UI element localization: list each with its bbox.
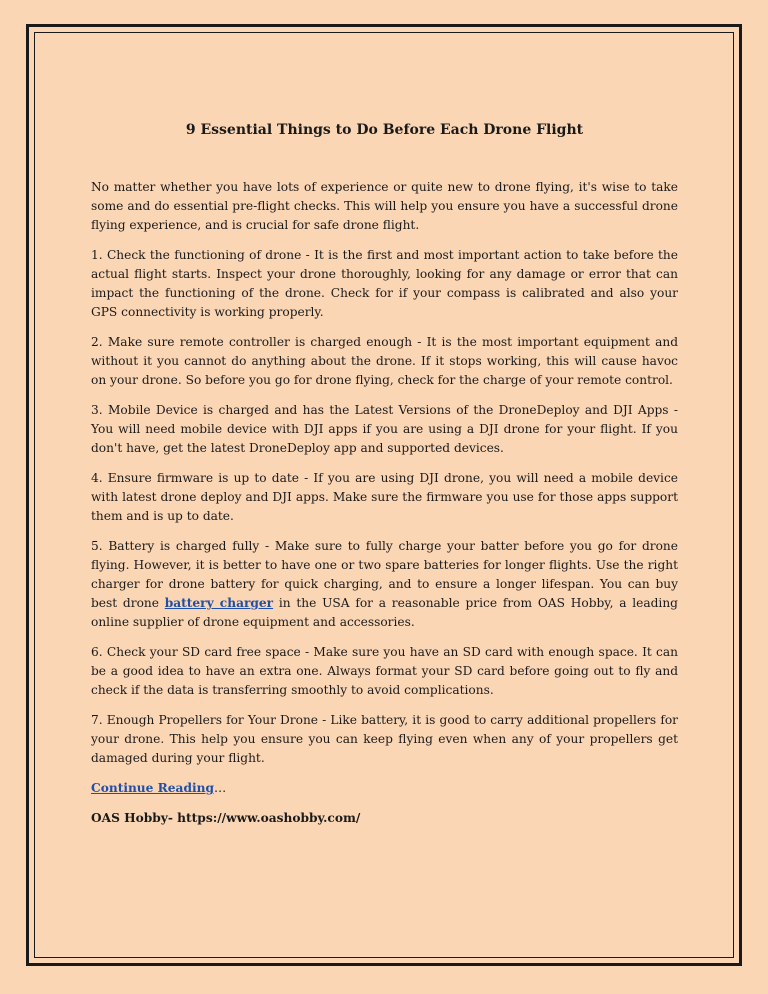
tip-3: 3. Mobile Device is charged and has the Latest Versions of the DroneDeploy and DJI Apps - You will need mobile device with DJI apps if you are using a DJI drone for your flight. If you don't have, get the latest DroneDeploy app and supported devices. — [91, 403, 678, 455]
battery-charger-link[interactable]: battery charger — [164, 596, 274, 610]
continue-reading-link[interactable]: Continue Reading — [91, 781, 214, 795]
tip-5-text-after: in the USA for a reasonable price from OAS Hobby, a leading online supplier of drone equipment and accessories. — [91, 596, 678, 629]
tip-1: 1. Check the functioning of drone - It is the first and most important action to take before the actual flight starts. Inspect your drone thoroughly, looking for any damage or error that can impact the functioning of the drone. Check for if your compass is calibrated and also your GPS connectivity is working properly. — [91, 248, 678, 319]
tip-5 — [91, 537, 678, 632]
document-title: 9 Essential Things to Do Before Each Drone Flight — [185, 122, 584, 138]
tip-5-text-before: 5. Battery is charged fully - Make sure to fully charge your batter before you go for drone flying. However, it is better to have one or two spare batteries for longer flights. Use the right charger for drone battery for quick charging, and to ensure a longer lifespan. You can buy best drone — [91, 539, 678, 610]
continue-ellipsis: … — [213, 781, 227, 795]
document-body — [91, 120, 678, 839]
tip-6: 6. Check your SD card free space - Make sure you have an SD card with enough space. It can be a good idea to have an extra one. Always format your SD card before going out to fly and check if the data is transferring smoothly to avoid complications. — [91, 645, 678, 697]
intro-paragraph: No matter whether you have lots of experience or quite new to drone flying, it's wise to take some and do essential pre-flight checks. This will help you ensure you have a successful drone flying experience, and is crucial for safe drone flight. — [91, 180, 678, 232]
continue-line — [91, 779, 678, 798]
source-line: OAS Hobby- https://www.oashobby.com/ — [91, 811, 361, 825]
tip-4: 4. Ensure firmware is up to date - If you are using DJI drone, you will need a mobile device with latest drone deploy and DJI apps. Make sure the firmware you use for those apps support them and is up to date. — [91, 471, 678, 523]
tip-2: 2. Make sure remote controller is charged enough - It is the most important equipment and without it you cannot do anything about the drone. If it stops working, this will cause havoc on your drone. So before you go for drone flying, check for the charge of your remote control. — [91, 335, 678, 387]
tip-7: 7. Enough Propellers for Your Drone - Like battery, it is good to carry additional propellers for your drone. This help you ensure you can keep flying even when any of your propellers get damaged during your flight. — [91, 713, 678, 765]
